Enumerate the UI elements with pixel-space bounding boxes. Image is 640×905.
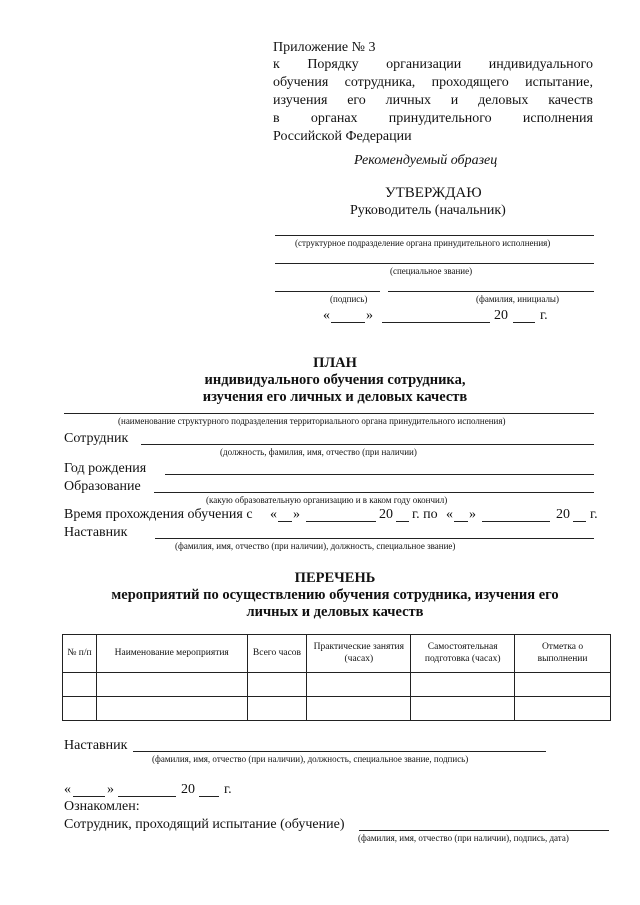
list-subtitle-2: личных и деловых качеств	[246, 604, 424, 620]
appendix-word: и	[450, 93, 459, 108]
period-from-day-line[interactable]	[278, 521, 292, 522]
signature-line[interactable]	[275, 291, 380, 292]
footer-mentor-caption: (фамилия, имя, отчество (при наличии), должность, специальное звание, подпись)	[152, 754, 469, 764]
appendix-word: в	[273, 111, 280, 126]
education-label: Образование	[64, 479, 141, 494]
appendix-word: изучения	[273, 93, 328, 108]
table-cell[interactable]	[411, 697, 515, 721]
appendix-word: к	[273, 57, 280, 72]
period-from-month-line[interactable]	[306, 521, 376, 522]
period-label: Время прохождения обучения с	[64, 507, 253, 522]
header-activity: Наименование мероприятия	[96, 635, 247, 673]
header-total-hours: Всего часов	[247, 635, 307, 673]
appendix-line	[273, 93, 593, 109]
appendix-word: проходящего	[431, 75, 509, 90]
period-to-day-line[interactable]	[454, 521, 468, 522]
appendix-word: Порядку	[307, 57, 359, 72]
table-cell[interactable]	[515, 697, 611, 721]
name-line[interactable]	[388, 291, 594, 292]
table-cell[interactable]	[515, 673, 611, 697]
period-to-open: «	[446, 507, 453, 522]
footer-day-line[interactable]	[73, 796, 105, 797]
table-cell[interactable]	[63, 673, 97, 697]
mentor-caption: (фамилия, имя, отчество (при наличии), должность, специальное звание)	[175, 541, 456, 551]
rank-line[interactable]	[275, 263, 594, 264]
employee-label: Сотрудник	[64, 431, 129, 446]
appendix-word: его	[347, 93, 366, 108]
approval-year-prefix: 20	[494, 308, 508, 323]
appendix-line	[273, 111, 593, 127]
birth-year-input-line[interactable]	[165, 474, 594, 475]
approval-day-line[interactable]	[331, 322, 365, 323]
appendix-word: органах	[310, 111, 358, 126]
period-from-year-prefix: 20	[379, 507, 393, 522]
education-input-line[interactable]	[154, 492, 594, 493]
table-cell[interactable]	[247, 673, 307, 697]
plan-subtitle-2: изучения его личных и деловых качеств	[202, 389, 468, 405]
appendix-line	[273, 57, 593, 73]
header-completion-mark: Отметка о выполнении	[515, 635, 611, 673]
list-subtitle-1: мероприятий по осуществлению обучения сотрудника, изучения его	[111, 587, 559, 603]
period-to-year-line[interactable]	[573, 521, 586, 522]
table-row	[63, 673, 611, 697]
table-cell[interactable]	[63, 697, 97, 721]
appendix-word: исполнения	[522, 111, 593, 126]
appendix-word: обучения	[273, 75, 329, 90]
appendix-last-line: Российской Федерации	[273, 129, 412, 144]
activities-table	[62, 634, 611, 721]
footer-mentor-label: Наставник	[64, 738, 128, 753]
education-caption: (какую образовательную организацию и в каком году окончил)	[206, 495, 448, 505]
footer-date-close: »	[107, 782, 114, 797]
approval-heading: УТВЕРЖДАЮ	[385, 185, 482, 201]
period-from-close: »	[293, 507, 300, 522]
period-to-label: г. по	[412, 507, 438, 522]
unit-line[interactable]	[275, 235, 594, 236]
birth-year-label: Год рождения	[64, 461, 147, 476]
appendix-line	[273, 75, 593, 91]
approval-name-caption: (фамилия, инициалы)	[476, 294, 559, 304]
mentor-input-line[interactable]	[155, 538, 594, 539]
appendix-word: деловых	[478, 93, 529, 108]
appendix-word: принудительного	[388, 111, 492, 126]
period-to-year-prefix: 20	[556, 507, 570, 522]
plan-title: ПЛАН	[313, 355, 357, 371]
approval-month-line[interactable]	[382, 322, 490, 323]
approval-date-open: «	[323, 308, 330, 323]
period-to-close: »	[469, 507, 476, 522]
table-cell[interactable]	[96, 673, 247, 697]
table-cell[interactable]	[411, 673, 515, 697]
approval-year-suffix: г.	[540, 308, 548, 323]
period-end: г.	[590, 507, 598, 522]
footer-year-suffix: г.	[224, 782, 232, 797]
appendix-word: организации	[386, 57, 462, 72]
approval-unit-caption: (структурное подразделение органа принудительного исполнения)	[295, 238, 551, 248]
footer-employee-caption: (фамилия, имя, отчество (при наличии), подпись, дата)	[358, 833, 569, 843]
footer-employee-line[interactable]	[359, 830, 609, 831]
table-cell[interactable]	[96, 697, 247, 721]
table-cell[interactable]	[307, 673, 411, 697]
sample-note: Рекомендуемый образец	[354, 153, 498, 168]
header-number: № п/п	[63, 635, 97, 673]
table-header-row	[63, 635, 611, 673]
table-row	[63, 697, 611, 721]
structural-unit-line[interactable]	[64, 413, 594, 414]
appendix-word: испытание,	[525, 75, 593, 90]
acquainted-label: Ознакомлен:	[64, 799, 140, 814]
footer-year-line[interactable]	[199, 796, 219, 797]
appendix-word: индивидуального	[488, 57, 593, 72]
period-from-year-line[interactable]	[396, 521, 409, 522]
period-to-month-line[interactable]	[482, 521, 550, 522]
approval-signature-caption: (подпись)	[330, 294, 368, 304]
employee-caption: (должность, фамилия, имя, отчество (при наличии)	[220, 447, 417, 457]
mentor-label: Наставник	[64, 525, 128, 540]
plan-subtitle-1: индивидуального обучения сотрудника,	[204, 372, 466, 388]
footer-month-line[interactable]	[118, 796, 176, 797]
structural-unit-caption: (наименование структурного подразделения территориального органа принудительного исполнения)	[118, 416, 506, 426]
appendix-number: Приложение № 3	[273, 40, 376, 55]
period-from-open: «	[270, 507, 277, 522]
approval-date-close: »	[366, 308, 373, 323]
footer-date-open: «	[64, 782, 71, 797]
list-title: ПЕРЕЧЕНЬ	[294, 570, 376, 586]
approval-rank-caption: (специальное звание)	[390, 266, 473, 276]
footer-mentor-line[interactable]	[133, 751, 546, 752]
approval-year-line[interactable]	[513, 322, 535, 323]
table-cell[interactable]	[247, 697, 307, 721]
appendix-word: сотрудника,	[344, 75, 416, 90]
appendix-word: качеств	[548, 93, 593, 108]
table-cell[interactable]	[307, 697, 411, 721]
footer-employee-label: Сотрудник, проходящий испытание (обучение)	[64, 817, 345, 832]
header-practical-hours: Практические занятия (часах)	[307, 635, 411, 673]
employee-input-line[interactable]	[141, 444, 594, 445]
footer-year-prefix: 20	[181, 782, 195, 797]
approval-role: Руководитель (начальник)	[350, 203, 506, 218]
header-self-study-hours: Самостоятельная подготовка (часах)	[411, 635, 515, 673]
appendix-word: личных	[385, 93, 432, 108]
